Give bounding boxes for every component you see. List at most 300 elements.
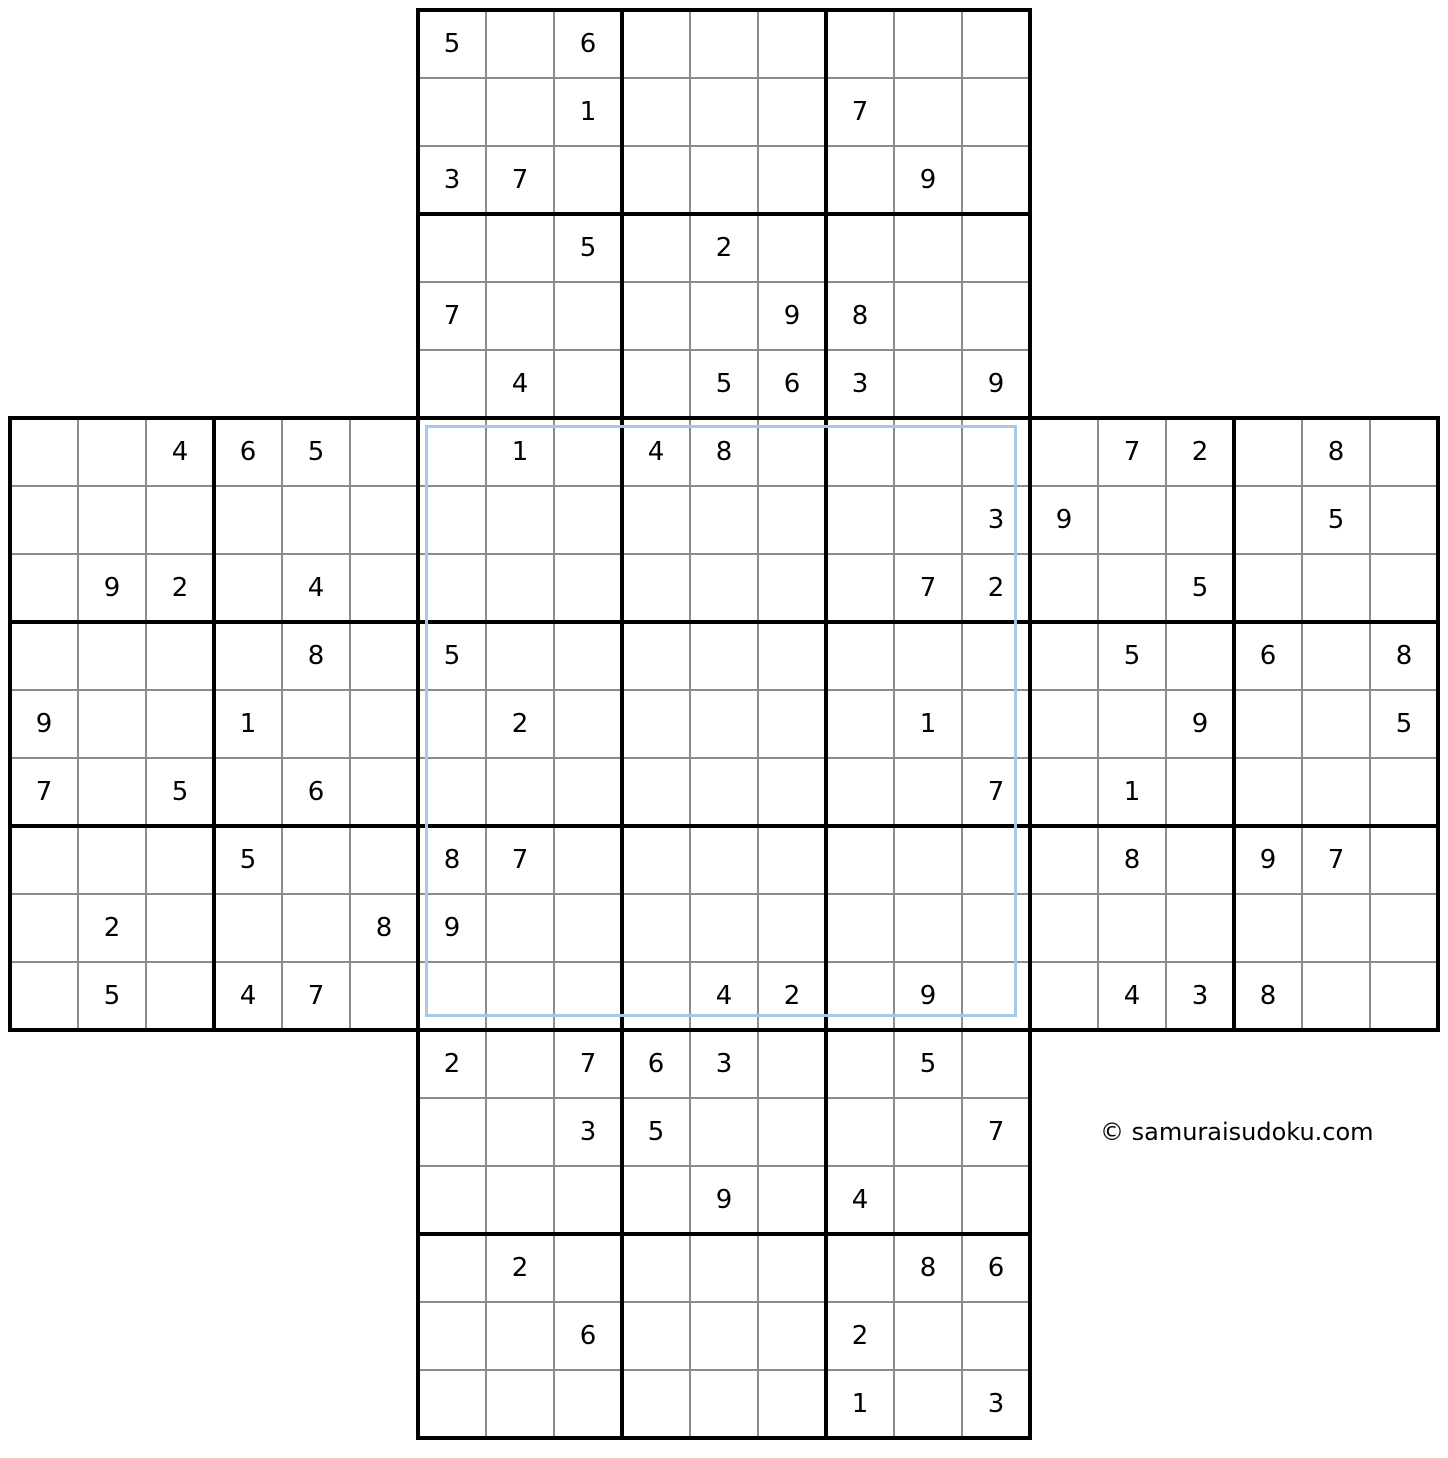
sudoku-cell[interactable] xyxy=(1370,622,1438,690)
sudoku-cell[interactable] xyxy=(486,962,554,1030)
sudoku-cell[interactable] xyxy=(554,962,622,1030)
sudoku-cell[interactable] xyxy=(554,826,622,894)
sudoku-cell[interactable] xyxy=(894,1302,962,1370)
sudoku-cell[interactable] xyxy=(1166,554,1234,622)
sudoku-cell[interactable] xyxy=(962,486,1030,554)
sudoku-cell[interactable] xyxy=(622,1166,690,1234)
sudoku-cell[interactable] xyxy=(758,1302,826,1370)
sudoku-cell[interactable] xyxy=(826,758,894,826)
sudoku-cell[interactable] xyxy=(622,826,690,894)
sudoku-cell[interactable] xyxy=(1030,690,1098,758)
sudoku-cell[interactable] xyxy=(214,690,282,758)
sudoku-cell[interactable] xyxy=(10,554,78,622)
sudoku-cell[interactable] xyxy=(826,418,894,486)
sudoku-cell[interactable] xyxy=(758,1166,826,1234)
sudoku-cell[interactable] xyxy=(554,554,622,622)
sudoku-cell[interactable] xyxy=(10,758,78,826)
sudoku-cell[interactable] xyxy=(758,962,826,1030)
sudoku-cell[interactable] xyxy=(214,758,282,826)
sudoku-cell[interactable] xyxy=(690,1098,758,1166)
sudoku-cell[interactable] xyxy=(554,1370,622,1438)
sudoku-cell[interactable] xyxy=(962,758,1030,826)
sudoku-cell[interactable] xyxy=(690,758,758,826)
sudoku-cell[interactable] xyxy=(78,758,146,826)
sudoku-cell[interactable] xyxy=(690,418,758,486)
sudoku-cell[interactable] xyxy=(78,486,146,554)
sudoku-cell[interactable] xyxy=(1098,826,1166,894)
sudoku-cell[interactable] xyxy=(1234,894,1302,962)
cell-digit xyxy=(282,894,350,962)
sudoku-cell[interactable] xyxy=(10,486,78,554)
sudoku-cell[interactable] xyxy=(486,758,554,826)
sudoku-cell[interactable] xyxy=(554,1166,622,1234)
sudoku-cell[interactable] xyxy=(554,10,622,78)
sudoku-cell[interactable] xyxy=(894,622,962,690)
sudoku-cell[interactable] xyxy=(894,282,962,350)
sudoku-cell[interactable] xyxy=(418,622,486,690)
sudoku-cell[interactable] xyxy=(1370,486,1438,554)
sudoku-cell[interactable] xyxy=(350,758,418,826)
sudoku-cell[interactable] xyxy=(758,1234,826,1302)
sudoku-cell[interactable] xyxy=(214,826,282,894)
sudoku-cell[interactable] xyxy=(962,690,1030,758)
sudoku-cell[interactable] xyxy=(486,282,554,350)
sudoku-cell[interactable] xyxy=(10,962,78,1030)
sudoku-cell[interactable] xyxy=(214,418,282,486)
sudoku-cell[interactable] xyxy=(486,894,554,962)
sudoku-cell[interactable] xyxy=(894,1098,962,1166)
sudoku-cell[interactable] xyxy=(1098,758,1166,826)
sudoku-cell[interactable] xyxy=(1234,758,1302,826)
sudoku-cell[interactable] xyxy=(690,146,758,214)
sudoku-cell[interactable] xyxy=(690,350,758,418)
sudoku-cell[interactable] xyxy=(486,214,554,282)
sudoku-cell[interactable] xyxy=(418,962,486,1030)
sudoku-cell[interactable] xyxy=(1370,826,1438,894)
sudoku-cell[interactable] xyxy=(622,1234,690,1302)
sudoku-cell[interactable] xyxy=(690,1030,758,1098)
sudoku-cell[interactable] xyxy=(486,78,554,146)
sudoku-cell[interactable] xyxy=(1166,418,1234,486)
sudoku-cell[interactable] xyxy=(894,758,962,826)
sudoku-cell[interactable] xyxy=(146,758,214,826)
sudoku-cell[interactable] xyxy=(486,690,554,758)
sudoku-cell[interactable] xyxy=(622,418,690,486)
sudoku-cell[interactable] xyxy=(418,146,486,214)
sudoku-cell[interactable] xyxy=(1098,418,1166,486)
sudoku-cell[interactable] xyxy=(758,146,826,214)
sudoku-cell[interactable] xyxy=(1166,622,1234,690)
sudoku-cell[interactable] xyxy=(622,486,690,554)
sudoku-cell[interactable] xyxy=(690,486,758,554)
sudoku-cell[interactable] xyxy=(282,758,350,826)
sudoku-cell[interactable] xyxy=(486,554,554,622)
sudoku-cell[interactable] xyxy=(622,350,690,418)
sudoku-cell[interactable] xyxy=(894,350,962,418)
sudoku-cell[interactable] xyxy=(690,1370,758,1438)
sudoku-cell[interactable] xyxy=(486,1234,554,1302)
sudoku-cell[interactable] xyxy=(826,1030,894,1098)
sudoku-cell[interactable] xyxy=(554,894,622,962)
sudoku-cell[interactable] xyxy=(78,690,146,758)
sudoku-cell[interactable] xyxy=(622,690,690,758)
sudoku-cell[interactable] xyxy=(418,758,486,826)
sudoku-cell[interactable] xyxy=(418,418,486,486)
sudoku-cell[interactable] xyxy=(1098,554,1166,622)
sudoku-cell[interactable] xyxy=(690,78,758,146)
sudoku-cell[interactable] xyxy=(826,350,894,418)
sudoku-cell[interactable] xyxy=(622,78,690,146)
sudoku-cell[interactable] xyxy=(1166,486,1234,554)
sudoku-cell[interactable] xyxy=(690,826,758,894)
sudoku-cell[interactable] xyxy=(826,146,894,214)
sudoku-cell[interactable] xyxy=(418,1030,486,1098)
sudoku-cell[interactable] xyxy=(78,826,146,894)
sudoku-cell[interactable] xyxy=(214,894,282,962)
sudoku-cell[interactable] xyxy=(1370,418,1438,486)
sudoku-cell[interactable] xyxy=(758,486,826,554)
sudoku-cell[interactable] xyxy=(758,1030,826,1098)
sudoku-cell[interactable] xyxy=(418,350,486,418)
sudoku-cell[interactable] xyxy=(758,10,826,78)
sudoku-cell[interactable] xyxy=(146,418,214,486)
sudoku-cell[interactable] xyxy=(78,622,146,690)
sudoku-cell[interactable] xyxy=(826,894,894,962)
sudoku-cell[interactable] xyxy=(1030,962,1098,1030)
sudoku-cell[interactable] xyxy=(826,1370,894,1438)
sudoku-cell[interactable] xyxy=(146,894,214,962)
sudoku-cell[interactable] xyxy=(962,350,1030,418)
sudoku-cell[interactable] xyxy=(622,758,690,826)
sudoku-cell[interactable] xyxy=(10,826,78,894)
sudoku-cell[interactable] xyxy=(1166,826,1234,894)
sudoku-cell[interactable] xyxy=(894,894,962,962)
sudoku-cell[interactable] xyxy=(758,1370,826,1438)
sudoku-cell[interactable] xyxy=(622,1030,690,1098)
sudoku-cell[interactable] xyxy=(622,622,690,690)
sudoku-cell[interactable] xyxy=(826,10,894,78)
sudoku-cell[interactable] xyxy=(894,962,962,1030)
sudoku-cell[interactable] xyxy=(350,554,418,622)
sudoku-cell[interactable] xyxy=(1166,962,1234,1030)
sudoku-cell[interactable] xyxy=(350,894,418,962)
sudoku-cell[interactable] xyxy=(418,1234,486,1302)
sudoku-cell[interactable] xyxy=(1166,894,1234,962)
sudoku-cell[interactable] xyxy=(690,1166,758,1234)
sudoku-cell[interactable] xyxy=(418,1098,486,1166)
sudoku-cell[interactable] xyxy=(1302,622,1370,690)
sudoku-cell[interactable] xyxy=(282,554,350,622)
sudoku-cell[interactable] xyxy=(758,418,826,486)
sudoku-cell[interactable] xyxy=(486,1030,554,1098)
sudoku-cell[interactable] xyxy=(486,418,554,486)
sudoku-cell[interactable] xyxy=(622,894,690,962)
sudoku-cell[interactable] xyxy=(554,78,622,146)
sudoku-cell[interactable] xyxy=(554,1098,622,1166)
sudoku-cell[interactable] xyxy=(146,622,214,690)
sudoku-cell[interactable] xyxy=(962,894,1030,962)
sudoku-cell[interactable] xyxy=(826,962,894,1030)
sudoku-cell[interactable] xyxy=(962,962,1030,1030)
sudoku-cell[interactable] xyxy=(1302,486,1370,554)
sudoku-cell[interactable] xyxy=(758,690,826,758)
sudoku-cell[interactable] xyxy=(826,690,894,758)
cell-digit xyxy=(486,282,554,350)
sudoku-cell[interactable] xyxy=(690,1234,758,1302)
sudoku-cell[interactable] xyxy=(486,1098,554,1166)
sudoku-cell[interactable] xyxy=(554,214,622,282)
sudoku-cell[interactable] xyxy=(690,622,758,690)
sudoku-cell[interactable] xyxy=(10,894,78,962)
sudoku-cell[interactable] xyxy=(894,826,962,894)
sudoku-cell[interactable] xyxy=(418,1302,486,1370)
sudoku-cell[interactable] xyxy=(894,1166,962,1234)
sudoku-cell[interactable] xyxy=(758,214,826,282)
sudoku-cell[interactable] xyxy=(554,1234,622,1302)
sudoku-cell[interactable] xyxy=(554,622,622,690)
sudoku-cell[interactable] xyxy=(10,418,78,486)
sudoku-cell[interactable] xyxy=(1030,826,1098,894)
sudoku-cell[interactable] xyxy=(418,10,486,78)
sudoku-cell[interactable] xyxy=(1030,758,1098,826)
sudoku-cell[interactable] xyxy=(146,690,214,758)
sudoku-cell[interactable] xyxy=(826,282,894,350)
sudoku-cell[interactable] xyxy=(554,1030,622,1098)
sudoku-cell[interactable] xyxy=(758,554,826,622)
sudoku-cell[interactable] xyxy=(622,1098,690,1166)
sudoku-cell[interactable] xyxy=(1302,826,1370,894)
sudoku-cell[interactable] xyxy=(622,962,690,1030)
sudoku-cell[interactable] xyxy=(554,758,622,826)
sudoku-cell[interactable] xyxy=(826,622,894,690)
sudoku-cell[interactable] xyxy=(894,78,962,146)
sudoku-cell[interactable] xyxy=(894,486,962,554)
sudoku-cell[interactable] xyxy=(826,214,894,282)
sudoku-cell[interactable] xyxy=(962,146,1030,214)
sudoku-cell[interactable] xyxy=(826,486,894,554)
sudoku-cell[interactable] xyxy=(486,826,554,894)
sudoku-cell[interactable] xyxy=(962,78,1030,146)
sudoku-cell[interactable] xyxy=(962,1234,1030,1302)
sudoku-cell[interactable] xyxy=(894,1030,962,1098)
sudoku-cell[interactable] xyxy=(350,622,418,690)
sudoku-cell[interactable] xyxy=(1098,894,1166,962)
sudoku-cell[interactable] xyxy=(1370,962,1438,1030)
sudoku-cell[interactable] xyxy=(758,78,826,146)
sudoku-cell[interactable] xyxy=(78,418,146,486)
sudoku-cell[interactable] xyxy=(146,826,214,894)
sudoku-cell[interactable] xyxy=(962,622,1030,690)
sudoku-cell[interactable] xyxy=(10,622,78,690)
sudoku-cell[interactable] xyxy=(554,146,622,214)
sudoku-cell[interactable] xyxy=(418,554,486,622)
sudoku-cell[interactable] xyxy=(1030,486,1098,554)
sudoku-cell[interactable] xyxy=(1030,554,1098,622)
sudoku-cell[interactable] xyxy=(962,1030,1030,1098)
sudoku-cell[interactable] xyxy=(418,690,486,758)
sudoku-cell[interactable] xyxy=(690,282,758,350)
sudoku-cell[interactable] xyxy=(1234,622,1302,690)
sudoku-cell[interactable] xyxy=(1302,418,1370,486)
sudoku-cell[interactable] xyxy=(282,894,350,962)
sudoku-cell[interactable] xyxy=(418,826,486,894)
sudoku-cell[interactable] xyxy=(554,690,622,758)
sudoku-cell[interactable] xyxy=(418,214,486,282)
sudoku-cell[interactable] xyxy=(758,894,826,962)
sudoku-cell[interactable] xyxy=(1098,690,1166,758)
sudoku-cell[interactable] xyxy=(962,10,1030,78)
sudoku-cell[interactable] xyxy=(622,214,690,282)
sudoku-cell[interactable] xyxy=(622,1302,690,1370)
sudoku-cell[interactable] xyxy=(1166,690,1234,758)
sudoku-cell[interactable] xyxy=(894,1234,962,1302)
sudoku-cell[interactable] xyxy=(554,350,622,418)
sudoku-cell[interactable] xyxy=(78,962,146,1030)
sudoku-cell[interactable] xyxy=(554,282,622,350)
sudoku-cell[interactable] xyxy=(1166,758,1234,826)
sudoku-cell[interactable] xyxy=(214,554,282,622)
sudoku-cell[interactable] xyxy=(1098,962,1166,1030)
sudoku-cell[interactable] xyxy=(962,1370,1030,1438)
sudoku-cell[interactable] xyxy=(350,418,418,486)
sudoku-cell[interactable] xyxy=(826,1234,894,1302)
sudoku-cell[interactable] xyxy=(962,1166,1030,1234)
sudoku-cell[interactable] xyxy=(894,214,962,282)
sudoku-cell[interactable] xyxy=(758,282,826,350)
sudoku-cell[interactable] xyxy=(962,282,1030,350)
sudoku-cell[interactable] xyxy=(690,10,758,78)
cell-digit xyxy=(1370,758,1438,826)
sudoku-cell[interactable] xyxy=(690,690,758,758)
sudoku-cell[interactable] xyxy=(486,350,554,418)
sudoku-cell[interactable] xyxy=(894,418,962,486)
sudoku-cell[interactable] xyxy=(962,826,1030,894)
sudoku-cell[interactable] xyxy=(1302,758,1370,826)
sudoku-cell[interactable] xyxy=(758,826,826,894)
sudoku-cell[interactable] xyxy=(690,554,758,622)
sudoku-cell[interactable] xyxy=(418,486,486,554)
sudoku-cell[interactable] xyxy=(350,826,418,894)
sudoku-cell[interactable] xyxy=(486,1166,554,1234)
sudoku-cell[interactable] xyxy=(554,1302,622,1370)
sudoku-cell[interactable] xyxy=(1302,554,1370,622)
sudoku-cell[interactable] xyxy=(78,894,146,962)
sudoku-cell[interactable] xyxy=(1302,690,1370,758)
sudoku-cell[interactable] xyxy=(826,1302,894,1370)
sudoku-cell[interactable] xyxy=(1030,894,1098,962)
sudoku-cell[interactable] xyxy=(1234,962,1302,1030)
sudoku-cell[interactable] xyxy=(962,214,1030,282)
sudoku-cell[interactable] xyxy=(418,1166,486,1234)
sudoku-cell[interactable] xyxy=(418,78,486,146)
sudoku-cell[interactable] xyxy=(418,894,486,962)
sudoku-cell[interactable] xyxy=(622,10,690,78)
sudoku-cell[interactable] xyxy=(1370,758,1438,826)
sudoku-cell[interactable] xyxy=(826,1098,894,1166)
sudoku-cell[interactable] xyxy=(282,418,350,486)
sudoku-cell[interactable] xyxy=(350,962,418,1030)
sudoku-cell[interactable] xyxy=(1098,486,1166,554)
sudoku-cell[interactable] xyxy=(758,622,826,690)
sudoku-cell[interactable] xyxy=(826,826,894,894)
sudoku-cell[interactable] xyxy=(1234,554,1302,622)
sudoku-cell[interactable] xyxy=(622,146,690,214)
sudoku-cell[interactable] xyxy=(486,486,554,554)
sudoku-cell[interactable] xyxy=(10,690,78,758)
sudoku-cell[interactable] xyxy=(1030,622,1098,690)
sudoku-cell[interactable] xyxy=(1370,554,1438,622)
sudoku-cell[interactable] xyxy=(1370,894,1438,962)
sudoku-cell[interactable] xyxy=(486,1302,554,1370)
sudoku-cell[interactable] xyxy=(690,962,758,1030)
sudoku-cell[interactable] xyxy=(894,1370,962,1438)
sudoku-cell[interactable] xyxy=(282,690,350,758)
sudoku-cell[interactable] xyxy=(894,10,962,78)
sudoku-cell[interactable] xyxy=(1234,690,1302,758)
sudoku-cell[interactable] xyxy=(758,1098,826,1166)
sudoku-cell[interactable] xyxy=(214,622,282,690)
sudoku-cell[interactable] xyxy=(622,554,690,622)
sudoku-cell[interactable] xyxy=(1370,690,1438,758)
sudoku-cell[interactable] xyxy=(1234,486,1302,554)
sudoku-cell[interactable] xyxy=(282,962,350,1030)
sudoku-cell[interactable] xyxy=(826,1166,894,1234)
sudoku-cell[interactable] xyxy=(214,962,282,1030)
sudoku-cell[interactable] xyxy=(690,214,758,282)
sudoku-cell[interactable] xyxy=(622,282,690,350)
sudoku-cell[interactable] xyxy=(146,554,214,622)
sudoku-cell[interactable] xyxy=(894,554,962,622)
sudoku-cell[interactable] xyxy=(78,554,146,622)
sudoku-cell[interactable] xyxy=(486,10,554,78)
sudoku-cell[interactable] xyxy=(1302,962,1370,1030)
sudoku-cell[interactable] xyxy=(418,1370,486,1438)
sudoku-cell[interactable] xyxy=(350,486,418,554)
sudoku-cell[interactable] xyxy=(486,146,554,214)
sudoku-cell[interactable] xyxy=(486,1370,554,1438)
sudoku-cell[interactable] xyxy=(1030,418,1098,486)
sudoku-cell[interactable] xyxy=(690,894,758,962)
sudoku-cell[interactable] xyxy=(146,486,214,554)
sudoku-cell[interactable] xyxy=(894,146,962,214)
sudoku-cell[interactable] xyxy=(350,690,418,758)
sudoku-cell[interactable] xyxy=(554,486,622,554)
sudoku-cell[interactable] xyxy=(282,826,350,894)
sudoku-cell[interactable] xyxy=(282,486,350,554)
sudoku-cell[interactable] xyxy=(146,962,214,1030)
sudoku-cell[interactable] xyxy=(758,758,826,826)
sudoku-cell[interactable] xyxy=(554,418,622,486)
sudoku-cell[interactable] xyxy=(486,622,554,690)
sudoku-cell[interactable] xyxy=(282,622,350,690)
sudoku-cell[interactable] xyxy=(962,1302,1030,1370)
sudoku-cell[interactable] xyxy=(758,350,826,418)
sudoku-cell[interactable] xyxy=(1234,826,1302,894)
sudoku-cell[interactable] xyxy=(1098,622,1166,690)
sudoku-cell[interactable] xyxy=(622,1370,690,1438)
sudoku-cell[interactable] xyxy=(826,78,894,146)
sudoku-cell[interactable] xyxy=(894,690,962,758)
sudoku-cell[interactable] xyxy=(1302,894,1370,962)
sudoku-cell[interactable] xyxy=(690,1302,758,1370)
sudoku-cell[interactable] xyxy=(962,554,1030,622)
sudoku-cell[interactable] xyxy=(418,282,486,350)
sudoku-cell[interactable] xyxy=(1234,418,1302,486)
sudoku-cell[interactable] xyxy=(826,554,894,622)
sudoku-cell[interactable] xyxy=(962,1098,1030,1166)
sudoku-cell[interactable] xyxy=(962,418,1030,486)
sudoku-cell[interactable] xyxy=(214,486,282,554)
